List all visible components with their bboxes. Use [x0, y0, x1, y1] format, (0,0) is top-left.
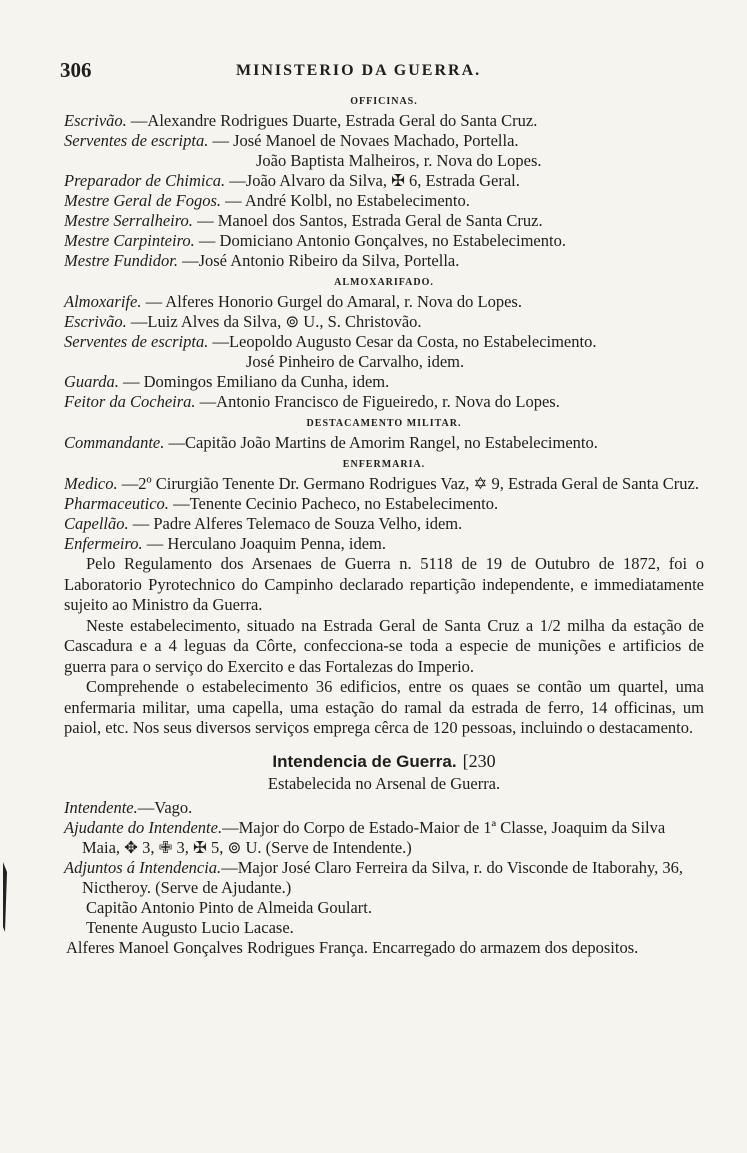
enfermaria-entry: Medico. —2º Cirurgião Tenente Dr. Germano Rodrigues Vaz, ✡ 9, Estrada Geral de Santa Cruz.: [64, 474, 700, 493]
officinas-entry: Escrivão. —Alexandre Rodrigues Duarte, Estrada Geral do Santa Cruz.: [64, 111, 538, 130]
margin-mark: [2, 862, 8, 932]
section-title-enfermaria: ENFERMARIA.: [342, 459, 426, 470]
running-title: MINISTERIO DA GUERRA.: [236, 62, 482, 79]
page-number: 306: [60, 58, 92, 82]
section-title-almoxarifado: ALMOXARIFADO.: [334, 277, 434, 288]
almoxarifado-entry: Serventes de escripta. —Leopoldo Augusto Cesar da Costa, no Estabelecimento.: [64, 332, 597, 351]
almoxarifado-entry: Feitor da Cocheira. —Antonio Francisco de Figueiredo, r. Nova do Lopes.: [64, 392, 560, 411]
enfermaria-entry: Enfermeiro. — Herculano Joaquim Penna, idem.: [64, 534, 386, 553]
body-paragraph: Pelo Regulamento dos Arsenaes de Guerra n. 5118 de 19 de Outubro de 1872, foi o Laboratorio Pyrotechnico do Campinho declarado repartição independente, e immediatamente sujeito ao Ministro da Guerra.: [64, 554, 704, 614]
cross-reference: [230: [462, 750, 496, 771]
officinas-entry: Mestre Fundidor. —José Antonio Ribeiro da Silva, Portella.: [64, 251, 460, 270]
section-subtitle: Estabelecida no Arsenal de Guerra.: [267, 773, 501, 793]
adjunto-item: Capitão Antonio Pinto de Almeida Goulart.: [86, 897, 372, 917]
section-heading-intendencia: Intendencia de Guerra. [230: [272, 750, 496, 771]
almoxarifado-entry: Escrivão. —Luiz Alves da Silva, ⊚ U., S. Christovão.: [64, 312, 422, 331]
enfermaria-entry: Capellão. — Padre Alferes Telemaco de Souza Velho, idem.: [64, 514, 463, 533]
officinas-entry: Mestre Serralheiro. — Manoel dos Santos, Estrada Geral de Santa Cruz.: [64, 211, 543, 230]
adjunto-item: Alferes Manoel Gonçalves Rodrigues França. Encarregado do armazem dos depositos.: [66, 937, 639, 957]
officinas-entry: Mestre Geral de Fogos. — André Kolbl, no Estabelecimento.: [64, 191, 470, 210]
almoxarifado-entry: José Pinheiro de Carvalho, idem.: [246, 352, 465, 371]
destacamento-entry: Commandante. —Capitão João Martins de Amorim Rangel, no Estabelecimento.: [64, 433, 598, 452]
body-paragraph: Comprehende o estabelecimento 36 edificios, entre os quaes se contão um quartel, uma enfermaria militar, uma capella, uma estação do ramal da estrada de ferro, 14 officinas, um paiol, etc. Nos seus diversos serviços emprega cêrca de 120 pessoas, incluindo o destacamento.: [64, 677, 704, 737]
page-header: [60, 58, 700, 82]
almoxarifado-entry: Guarda. — Domingos Emiliano da Cunha, idem.: [64, 372, 390, 391]
officinas-entry: Preparador de Chimica. —João Alvaro da Silva, ✠ 6, Estrada Geral.: [64, 171, 520, 190]
adjunto-item: Tenente Augusto Lucio Lacase.: [86, 917, 294, 937]
ajudante-entry: Ajudante do Intendente.—Major do Corpo de Estado-Maior de 1ª Classe, Joaquim da Silva Maia, ✥ 3, ✙ 3, ✠ 5, ⊚ U. (Serve de Intendente.): [64, 817, 666, 857]
officinas-entry: Serventes de escripta. — José Manoel de Novaes Machado, Portella.: [64, 131, 519, 150]
enfermaria-entry: Pharmaceutico. —Tenente Cecinio Pacheco, no Estabelecimento.: [64, 494, 499, 513]
adjuntos-entry: Adjuntos á Intendencia.—Major José Claro Ferreira da Silva, r. do Visconde de Itaborahy, 36, Nictheroy. (Serve de Ajudante.): [64, 857, 684, 897]
body-paragraph: Neste estabelecimento, situado na Estrada Geral de Santa Cruz a 1/2 milha da estação de Cascadura e a 4 leguas da Côrte, confecciona-se toda a especie de munições e artificios de guerra para o serviço do Exercito e das Fortalezas do Imperio.: [64, 615, 704, 676]
officinas-entry: João Baptista Malheiros, r. Nova do Lopes.: [256, 151, 542, 170]
page-body: [64, 90, 704, 958]
almoxarifado-entry: Almoxarife. — Alferes Honorio Gurgel do Amaral, r. Nova do Lopes.: [64, 292, 522, 311]
section-title-officinas: OFFICINAS.: [350, 96, 418, 107]
officinas-entry: Mestre Carpinteiro. — Domiciano Antonio Gonçalves, no Estabelecimento.: [64, 231, 566, 250]
intendente-entry: Intendente.—Vago.: [64, 797, 193, 817]
section-title-destacamento: DESTACAMENTO MILITAR.: [306, 418, 462, 429]
